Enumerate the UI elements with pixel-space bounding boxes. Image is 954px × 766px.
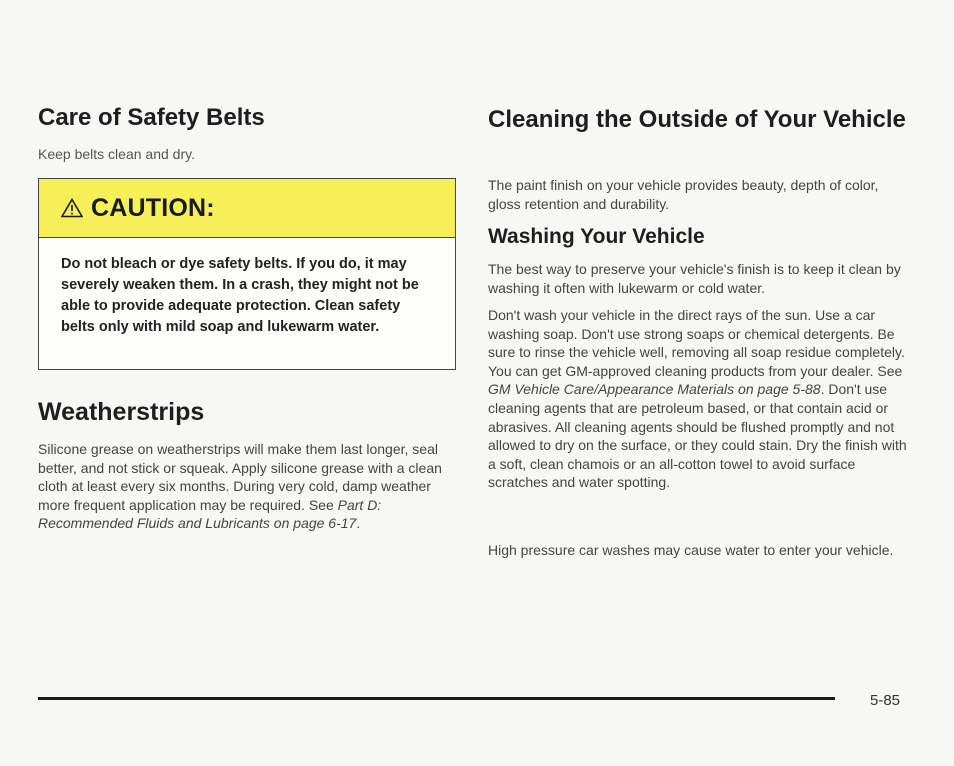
weatherstrips-end: . (356, 515, 361, 532)
weatherstrips-reference: Part D: Recommended Fluids and Lubricants on page 6-17 (38, 496, 382, 532)
weatherstrips-heading: Weatherstrips (38, 398, 205, 426)
warning-triangle-icon (61, 198, 83, 218)
washing-paragraph-1: The best way to preserve your vehicle's finish is to keep it clean by washing it often with lukewarm or cold water. (488, 261, 901, 296)
caution-box (38, 178, 456, 370)
cleaning-outside-text: The paint finish on your vehicle provides beauty, depth of color, gloss retention and durability. (488, 177, 879, 212)
washing-paragraph-2-end: . Don't use cleaning agents that are petroleum based, or that contain acid or abrasives. All cleaning agents should be flushed promptly and not allowed to dry on the surface, or they could stain. Dry the finish with a soft, clean chamois or an all-cotton towel to avoid surface scratches and water spotting. (488, 381, 907, 491)
page-number: 5-85 (870, 692, 901, 709)
washing-paragraph-2-start: Don't wash your vehicle in the direct rays of the sun. Use a car washing soap. Don't use strong soaps or chemical detergents. Be sure to rinse the vehicle well, removing all soap residue completely. You can get GM-approved cleaning products from your dealer. See (488, 307, 905, 379)
weatherstrips-body: Silicone grease on weatherstrips will make them last longer, seal better, and not stick or squeak. Apply silicone grease with a clean cloth at least every six months. During very cold, damp weather more frequent application may be required. See (38, 441, 442, 513)
weatherstrips-text (38, 440, 460, 533)
caution-title: CAUTION: (91, 193, 215, 222)
caution-header (39, 179, 455, 238)
washing-reference: GM Vehicle Care/Appearance Materials on page 5-88 (488, 381, 821, 398)
caution-text: Do not bleach or dye safety belts. If you do, it may severely weaken them. In a crash, they might not be able to provide adequate protection. Clean safety belts only with mild soap and lukewarm water. (61, 256, 419, 335)
cleaning-outside-heading: Cleaning the Outside of Your Vehicle (488, 106, 906, 133)
care-of-safety-belts-heading: Care of Safety Belts (38, 104, 265, 131)
washing-vehicle-heading: Washing Your Vehicle (488, 225, 705, 248)
care-text: Keep belts clean and dry. (38, 146, 195, 162)
washing-paragraph-2 (488, 306, 916, 492)
footer-rule (38, 697, 835, 700)
washing-paragraph-3: High pressure car washes may cause water to enter your vehicle. (488, 542, 894, 558)
